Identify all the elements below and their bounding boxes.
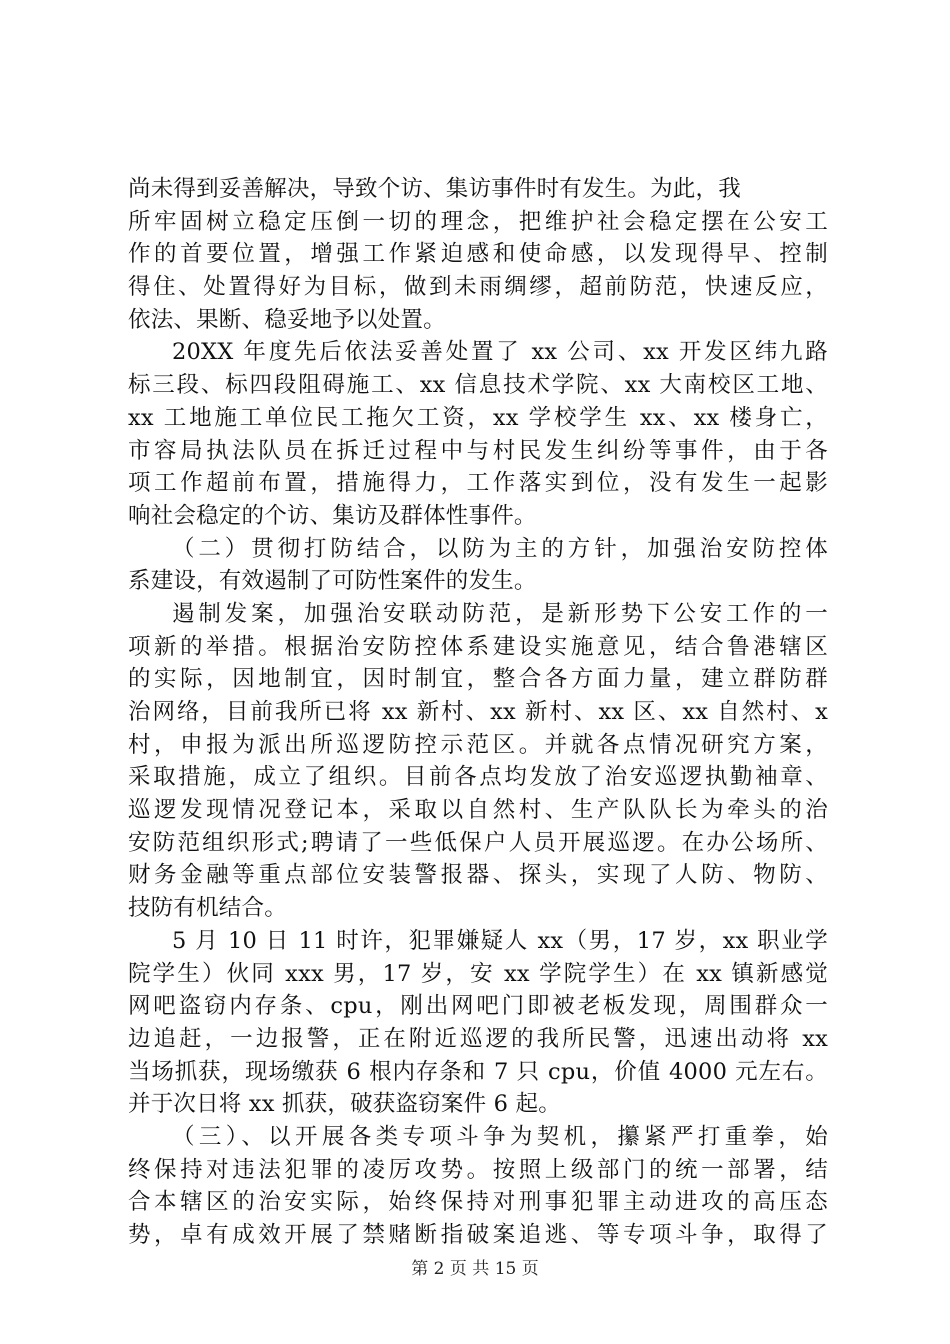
text-line: 安防范组织形式;聘请了一些低保户人员开展巡逻。在办公场所、 bbox=[128, 829, 828, 856]
text-line: 村，申报为派出所巡逻防控示范区。并就各点情况研究方案， bbox=[128, 731, 828, 758]
page-number-footer: 第 2 页 共 15 页 bbox=[411, 1259, 539, 1279]
text-line: 网吧盗窃内存条、cpu，刚出网吧门即被老板发现，周围群众一 bbox=[128, 993, 828, 1020]
text-line: 标三段、标四段阻碍施工、xx 信息技术学院、xx 大南校区工地、 bbox=[128, 372, 828, 399]
paragraph-start-line: 5 月 10 日 11 时许，犯罪嫌疑人 xx（男，17 岁，xx 职业学 bbox=[172, 927, 828, 954]
text-line: 项工作超前布置，措施得力，工作落实到位，没有发生一起影 bbox=[128, 470, 828, 497]
paragraph-start-line: 20XX 年度先后依法妥善处置了 xx 公司、xx 开发区纬九路 bbox=[172, 339, 828, 366]
text-line: 响社会稳定的个访、集访及群体性事件。 bbox=[128, 502, 537, 529]
text-line: 项新的举措。根据治安防控体系建设实施意见，结合鲁港辖区 bbox=[128, 633, 828, 660]
section-heading-line: 系建设，有效遏制了可防性案件的发生。 bbox=[128, 568, 537, 595]
text-line: 的实际，因地制宜，因时制宜，整合各方面力量，建立群防群 bbox=[128, 666, 828, 693]
text-line: 财务金融等重点部位安装警报器、探头，实现了人防、物防、 bbox=[128, 862, 828, 889]
text-line: 得住、处置得好为目标，做到未雨绸缪，超前防范，快速反应， bbox=[128, 274, 828, 301]
section-heading-line: （二）贯彻打防结合，以防为主的方针，加强治安防控体 bbox=[172, 535, 828, 562]
text-line: 势，卓有成效开展了禁赌断指破案追逃、等专项斗争，取得了 bbox=[128, 1222, 828, 1248]
text-line: 尚未得到妥善解决，导致个访、集访事件时有发生。为此，我 bbox=[128, 176, 741, 202]
text-line: 依法、果断、稳妥地予以处置。 bbox=[128, 306, 446, 333]
paragraph-start-line: 遏制发案，加强治安联动防范，是新形势下公安工作的一 bbox=[172, 600, 828, 627]
text-line: 巡逻发现情况登记本，采取以自然村、生产队队长为牵头的治 bbox=[128, 797, 828, 824]
text-line: 合本辖区的治安实际，始终保持对刑事犯罪主动进攻的高压态 bbox=[128, 1189, 828, 1216]
text-line: 边追赶，一边报警，正在附近巡逻的我所民警，迅速出动将 xx bbox=[128, 1025, 828, 1052]
text-line: 并于次日将 xx 抓获，破获盗窃案件 6 起。 bbox=[128, 1091, 561, 1118]
text-line: 治网络，目前我所已将 xx 新村、xx 新村、xx 区、xx 自然村、x bbox=[128, 699, 828, 725]
document-body bbox=[128, 173, 828, 1252]
text-line: 市容局执法队员在拆迁过程中与村民发生纠纷等事件，由于各 bbox=[128, 437, 828, 464]
text-line: xx 工地施工单位民工拖欠工资，xx 学校学生 xx、xx 楼身亡， bbox=[128, 404, 828, 431]
text-line: 当场抓获，现场缴获 6 根内存条和 7 只 cpu，价值 4000 元左右。 bbox=[128, 1058, 828, 1085]
text-line: 采取措施，成立了组织。目前各点均发放了治安巡逻执勤袖章、 bbox=[128, 764, 828, 791]
text-line: 终保持对违法犯罪的凌厉攻势。按照上级部门的统一部署，结 bbox=[128, 1156, 828, 1183]
text-line: 作的首要位置，增强工作紧迫感和使命感，以发现得早、控制 bbox=[128, 241, 828, 268]
text-line: 所牢固树立稳定压倒一切的理念，把维护社会稳定摆在公安工 bbox=[128, 208, 828, 235]
text-line: 院学生）伙同 xxx 男，17 岁，安 xx 学院学生）在 xx 镇新感觉 bbox=[128, 960, 828, 987]
text-line: 技防有机结合。 bbox=[128, 895, 287, 922]
section-heading-line: （三）、以开展各类专项斗争为契机，攥紧严打重拳，始 bbox=[172, 1123, 828, 1150]
